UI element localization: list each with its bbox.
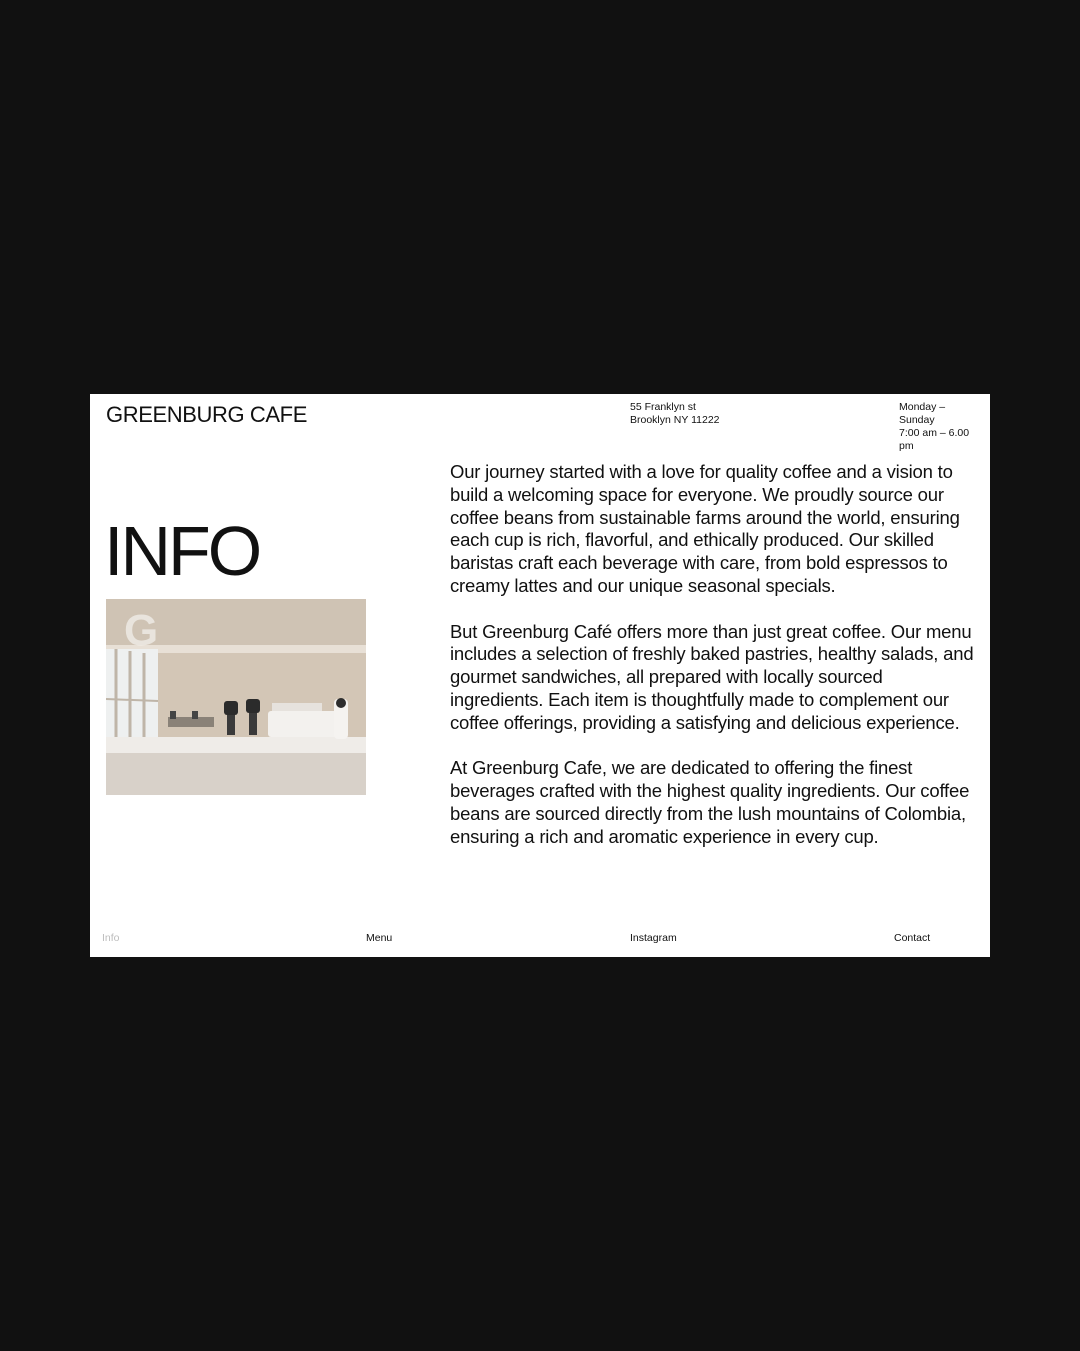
about-paragraph: But Greenburg Café offers more than just great coffee. Our menu includes a selection of freshly baked pastries, healthy salads, and gourmet sandwiches, all prepared with locally sourced ingredients. Each item is thoughtfully made to complement our coffee offerings, providing a satisfying and delicious experience. <box>450 620 974 733</box>
opening-hours <box>899 401 983 453</box>
hours-time-suffix: pm <box>899 440 914 452</box>
about-text <box>450 461 980 915</box>
hours-days-start: Monday – <box>899 401 946 413</box>
nav-instagram-link[interactable]: Instagram <box>630 932 677 944</box>
cafe-interior-photo <box>106 599 366 795</box>
page-title: INFO <box>104 512 260 590</box>
address-block <box>630 401 780 427</box>
nav-info-link[interactable]: Info <box>102 932 120 944</box>
hours-days-end: Sunday <box>899 414 935 426</box>
nav-menu-link[interactable]: Menu <box>366 932 393 944</box>
address-city: Brooklyn NY 11222 <box>630 414 720 426</box>
text-fade-overlay <box>450 889 980 915</box>
nav-contact-link[interactable]: Contact <box>894 932 931 944</box>
hours-time: 7:00 am – 6.00 <box>899 427 970 439</box>
cafe-interior-illustration <box>106 599 366 795</box>
site-logo[interactable]: GREENBURG CAFE <box>106 402 307 427</box>
photo-watermark-letter: G <box>124 606 159 655</box>
address-street: 55 Franklyn st <box>630 401 696 413</box>
site-page <box>90 394 990 957</box>
about-paragraph: At Greenburg Cafe, we are dedicated to offering the finest beverages crafted with the highest quality ingredients. Our coffee beans are sourced directly from the lush mountains of Colombia, ensuring a rich and aromatic experience in every cup. <box>450 757 970 847</box>
about-paragraph: Our journey started with a love for quality coffee and a vision to build a welcoming space for everyone. We proudly source our coffee beans from sustainable farms around the world, ensuring each cup is rich, flavorful, and ethically produced. Our skilled baristas craft each beverage with care, from bold espressos to creamy lattes and our unique seasonal specials. <box>450 461 960 596</box>
